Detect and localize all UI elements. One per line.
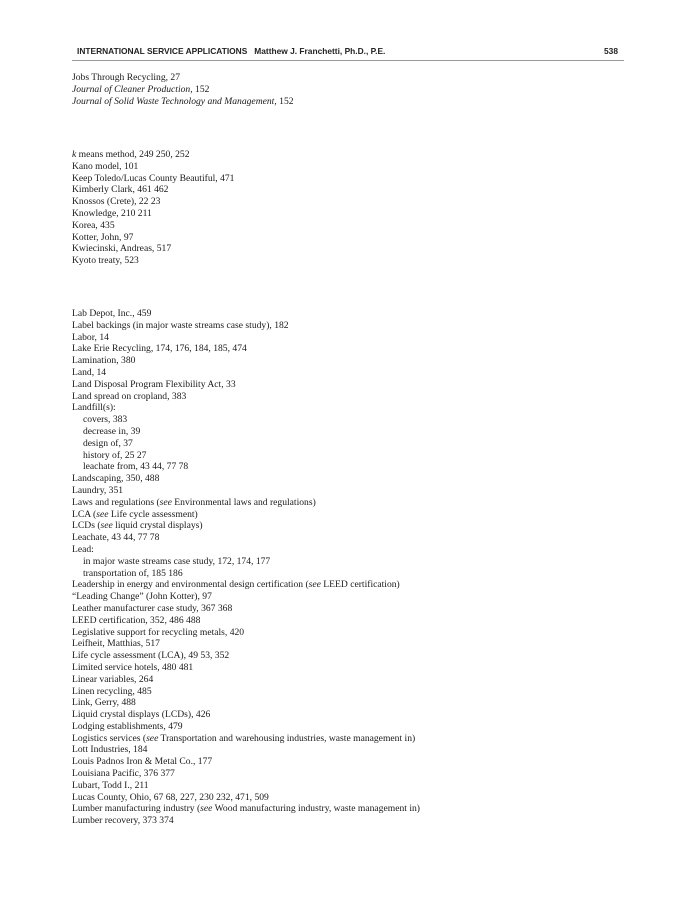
page-number: 538 — [604, 46, 618, 56]
entry-text: Lumber recovery, 373 374 — [72, 815, 174, 827]
index-entry — [72, 709, 420, 721]
index-entry — [72, 355, 420, 367]
index-entry — [72, 332, 420, 344]
index-entry — [72, 196, 234, 208]
index-entry — [72, 520, 420, 532]
index-subentry — [72, 438, 420, 450]
entry-text: Keep Toledo/Lucas County Beautiful, 471 — [72, 172, 235, 184]
entry-text: Leachate, 43 44, 77 78 — [72, 532, 160, 544]
index-entry — [72, 96, 294, 108]
index-entry — [72, 343, 420, 355]
entry-text: Landfill(s): — [72, 402, 116, 414]
index-entry — [72, 756, 420, 768]
entry-before: LCDs ( — [72, 520, 101, 532]
index-entry — [72, 638, 420, 650]
index-entry — [72, 497, 420, 509]
index-entry — [72, 662, 420, 674]
index-entry — [72, 815, 420, 827]
entry-text: Limited service hotels, 480 481 — [72, 661, 194, 673]
entry-text: Lodging establishments, 479 — [72, 720, 183, 732]
entry-text: Life cycle assessment (LCA), 49 53, 352 — [72, 650, 230, 662]
index-entry — [72, 697, 420, 709]
entry-before: Leadership in energy and environmental design certification ( — [72, 579, 309, 591]
entry-text: leachate from, 43 44, 77 78 — [83, 461, 189, 473]
entry-italic: see — [146, 732, 159, 744]
entry-italic: see — [200, 803, 213, 815]
index-entry — [72, 721, 420, 733]
index-entry — [72, 650, 420, 662]
entry-text: Labor, 14 — [72, 331, 109, 343]
index-entry — [72, 803, 420, 815]
entry-text: Linear variables, 264 — [72, 673, 154, 685]
index-entry — [72, 72, 294, 84]
entry-text: Lubart, Todd I., 211 — [72, 779, 149, 791]
entry-after: Environmental laws and regulations) — [171, 496, 316, 508]
index-entry — [72, 780, 420, 792]
entry-text: Leifheit, Matthias, 517 — [72, 638, 160, 650]
index-entry — [72, 320, 420, 332]
entry-text: Knossos (Crete), 22 23 — [72, 196, 161, 208]
index-entry — [72, 485, 420, 497]
entry-before: Logistics services ( — [72, 732, 147, 744]
entry-before: LCA ( — [72, 508, 97, 520]
entry-text: LEED certification, 352, 486 488 — [72, 614, 201, 626]
entry-text: Landscaping, 350, 488 — [72, 473, 160, 485]
index-entry — [72, 615, 420, 627]
entry-before: Laws and regulations ( — [72, 496, 160, 508]
entry-text: Knowledge, 210 211 — [72, 207, 152, 219]
index-entry — [72, 220, 234, 232]
index-entry — [72, 173, 234, 185]
entry-text: Leather manufacturer case study, 367 368 — [72, 602, 233, 614]
entry-text: Linen recycling, 485 — [72, 685, 152, 697]
entry-text: Lab Depot, Inc., 459 — [72, 308, 152, 319]
index-entry — [72, 744, 420, 756]
index-entry — [72, 161, 234, 173]
index-entry — [72, 674, 420, 686]
running-header — [72, 44, 624, 61]
entry-italic: see — [159, 496, 172, 508]
entry-text: Lott Industries, 184 — [72, 744, 148, 756]
entry-before: Lumber manufacturing industry ( — [72, 803, 201, 815]
entry-text: Jobs Through Recycling, 27 — [72, 72, 181, 83]
index-entry — [72, 473, 420, 485]
index-entry — [72, 308, 420, 320]
index-entry — [72, 627, 420, 639]
index-entry — [72, 686, 420, 698]
entry-after: liquid crystal displays) — [112, 520, 203, 532]
index-subentry — [72, 414, 420, 426]
entry-text: Land, 14 — [72, 366, 107, 378]
entry-text: Link, Gerry, 488 — [72, 697, 136, 709]
entry-text: Louisiana Pacific, 376 377 — [72, 768, 175, 780]
index-entry — [72, 544, 420, 556]
entry-text: Korea, 435 — [72, 219, 115, 231]
entry-text: history of, 25 27 — [83, 449, 147, 461]
index-entry — [72, 255, 234, 267]
entry-after: Wood manufacturing industry, waste management in) — [212, 803, 420, 815]
entry-text: Land Disposal Program Flexibility Act, 33 — [72, 378, 236, 390]
index-entry — [72, 232, 234, 244]
entry-text: “Leading Change” (John Kotter), 97 — [72, 591, 212, 603]
entry-after: Transportation and warehousing industries, waste management in) — [158, 732, 416, 744]
index-entry — [72, 733, 420, 745]
entry-italic: see — [100, 520, 113, 532]
entry-text: Lead: — [72, 543, 94, 555]
entry-text: Lamination, 380 — [72, 355, 136, 367]
entry-text: Lake Erie Recycling, 174, 176, 184, 185, 474 — [72, 343, 247, 355]
entry-after: 152 — [276, 95, 294, 107]
index-subentry — [72, 461, 420, 473]
entry-text: design of, 37 — [83, 437, 133, 449]
index-entry — [72, 792, 420, 804]
index-entry — [72, 367, 420, 379]
index-section-k — [72, 149, 234, 267]
entry-text: Label backings (in major waste streams case study), 182 — [72, 319, 289, 331]
entry-after: means method, 249 250, 252 — [76, 149, 190, 160]
entry-text: Laundry, 351 — [72, 484, 124, 496]
index-subentry — [72, 426, 420, 438]
index-entry — [72, 243, 234, 255]
index-entry — [72, 768, 420, 780]
index-entry — [72, 84, 294, 96]
index-section-j — [72, 72, 294, 107]
entry-text: Land spread on cropland, 383 — [72, 390, 187, 402]
entry-text: Legislative support for recycling metals, 420 — [72, 626, 245, 638]
index-entry — [72, 149, 234, 161]
index-entry — [72, 509, 420, 521]
entry-text: Kyoto treaty, 523 — [72, 255, 139, 267]
entry-text: in major waste streams case study, 172, 174, 177 — [83, 555, 271, 567]
entry-text: decrease in, 39 — [83, 425, 141, 437]
header-title-group — [77, 46, 385, 56]
entry-text: Kotter, John, 97 — [72, 231, 134, 243]
index-entry — [72, 591, 420, 603]
index-section-l — [72, 308, 420, 827]
index-entry — [72, 603, 420, 615]
entry-text: Kano model, 101 — [72, 160, 139, 172]
entry-text: Kwiecinski, Andreas, 517 — [72, 243, 172, 255]
entry-text: Liquid crystal displays (LCDs), 426 — [72, 709, 211, 721]
index-subentry — [72, 556, 420, 568]
entry-italic: k — [72, 149, 77, 160]
entry-italic: see — [308, 579, 321, 591]
index-subentry — [72, 450, 420, 462]
entry-after: Life cycle assessment) — [108, 508, 198, 520]
entry-text: transportation of, 185 186 — [83, 567, 183, 579]
entry-text: Louis Padnos Iron & Metal Co., 177 — [72, 756, 213, 768]
index-entry — [72, 379, 420, 391]
entry-after: LEED certification) — [320, 579, 400, 591]
entry-text: Lucas County, Ohio, 67 68, 227, 230 232, 471, 509 — [72, 791, 269, 803]
entry-italic: Journal of Cleaner Production, — [72, 83, 193, 95]
index-entry — [72, 402, 420, 414]
entry-text: covers, 383 — [83, 414, 128, 426]
index-entry — [72, 579, 420, 591]
entry-italic: see — [96, 508, 109, 520]
header-author: Matthew J. Franchetti, Ph.D., P.E. — [254, 46, 386, 56]
entry-after: 152 — [192, 83, 210, 95]
entry-italic: Journal of Solid Waste Technology and Management, — [72, 95, 277, 107]
index-entry — [72, 391, 420, 403]
index-entry — [72, 532, 420, 544]
header-title: INTERNATIONAL SERVICE APPLICATIONS — [77, 46, 248, 56]
entry-text: Kimberly Clark, 461 462 — [72, 184, 169, 196]
index-entry — [72, 184, 234, 196]
index-entry — [72, 208, 234, 220]
index-subentry — [72, 568, 420, 580]
